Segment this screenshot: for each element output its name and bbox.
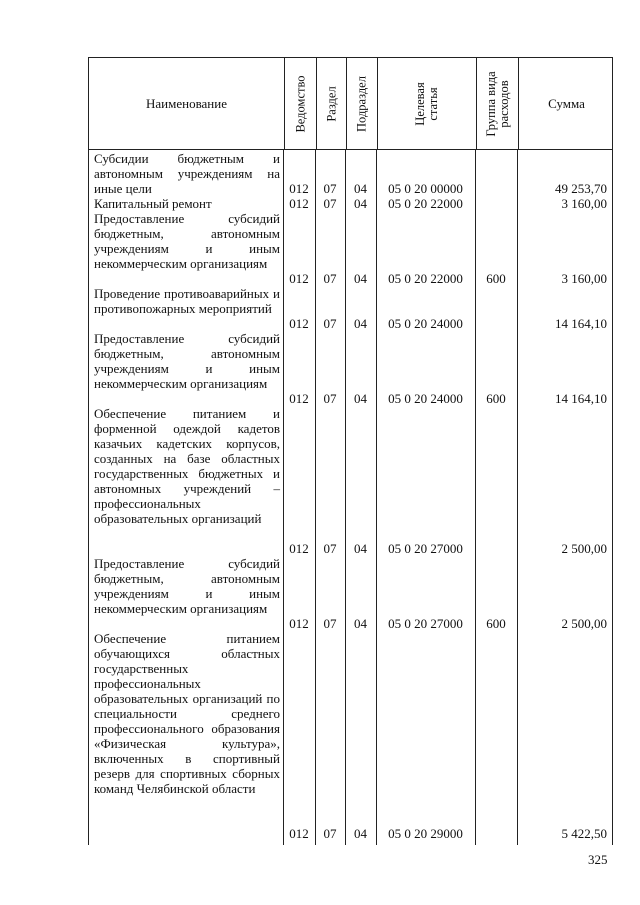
row-summa: 5 422,50 — [561, 826, 607, 841]
header-summa-cell — [518, 58, 614, 149]
table-body — [88, 150, 613, 845]
row-summa: 49 253,70 — [555, 181, 607, 196]
table-header — [88, 57, 613, 150]
row-podrazdel: 04 — [354, 181, 367, 196]
table-row — [88, 196, 613, 211]
table-row — [88, 211, 613, 286]
table-row — [88, 286, 613, 331]
row-name: Предоставление субсидий бюджетным, автономным учреждениям и иным некоммерческим организациям — [94, 556, 280, 616]
row-celevaya: 05 0 20 27000 — [388, 541, 463, 556]
header-razdel-cell — [316, 58, 346, 149]
row-celevaya: 05 0 20 29000 — [388, 826, 463, 841]
header-vedomstvo-cell — [284, 58, 316, 149]
row-razdel: 07 — [323, 616, 337, 631]
header-vedomstvo: Ведомство — [293, 74, 307, 133]
row-celevaya: 05 0 20 22000 — [388, 271, 463, 286]
table-row — [88, 406, 613, 556]
row-podrazdel: 04 — [354, 616, 367, 631]
header-podrazdel-cell — [346, 58, 377, 149]
header-name: Наименование — [146, 96, 227, 111]
page-number: 325 — [588, 852, 608, 867]
row-name: Капитальный ремонт — [94, 196, 212, 211]
row-name: Предоставление субсидий бюджетным, автономным учреждениям и иным некоммерческим организациям — [94, 211, 280, 271]
row-vedomstvo: 012 — [289, 316, 309, 331]
header-summa: Сумма — [548, 96, 585, 111]
row-razdel: 07 — [323, 541, 337, 556]
row-vedomstvo: 012 — [289, 196, 309, 211]
row-name: Обеспечение питанием и форменной одеждой кадетов казачьих кадетских корпусов, созданных на базе областных государственных бюджетных и автономных учреждений – профессиональных образовательных организаций — [94, 406, 280, 526]
header-celevaya — [414, 82, 440, 125]
row-podrazdel: 04 — [354, 271, 367, 286]
header-name-cell — [89, 58, 284, 149]
row-razdel: 07 — [323, 196, 337, 211]
row-podrazdel: 04 — [354, 316, 367, 331]
row-summa: 14 164,10 — [555, 316, 607, 331]
header-gruppa-line-2: расходов — [496, 79, 511, 128]
row-vedomstvo: 012 — [289, 541, 309, 556]
row-summa: 2 500,00 — [561, 616, 607, 631]
row-vedomstvo: 012 — [289, 391, 309, 406]
row-podrazdel: 04 — [354, 826, 367, 841]
header-gruppa-cell — [476, 58, 518, 149]
row-celevaya: 05 0 20 00000 — [388, 181, 463, 196]
header-celevaya-cell — [377, 58, 476, 149]
row-podrazdel: 04 — [354, 196, 367, 211]
row-celevaya: 05 0 20 22000 — [388, 196, 463, 211]
row-celevaya: 05 0 20 24000 — [388, 316, 463, 331]
row-celevaya: 05 0 20 27000 — [388, 616, 463, 631]
row-podrazdel: 04 — [354, 541, 367, 556]
header-podrazdel: Подраздел — [354, 75, 369, 132]
row-name: Проведение противоаварийных и противопожарных мероприятий — [94, 286, 280, 316]
table-row — [88, 151, 613, 196]
row-razdel: 07 — [323, 181, 337, 196]
header-celevaya-line-1: Целевая — [413, 81, 427, 126]
row-celevaya: 05 0 20 24000 — [388, 391, 463, 406]
row-razdel: 07 — [323, 316, 337, 331]
row-summa: 14 164,10 — [555, 391, 607, 406]
row-vedomstvo: 012 — [289, 271, 309, 286]
header-celevaya-line-2: статья — [426, 86, 440, 121]
row-gruppa: 600 — [486, 616, 506, 631]
row-name: Предоставление субсидий бюджетным, автономным учреждениям и иным некоммерческим организациям — [94, 331, 280, 391]
row-razdel: 07 — [323, 391, 337, 406]
row-podrazdel: 04 — [354, 391, 367, 406]
header-gruppa-line-1: Группа вида — [483, 70, 498, 137]
table-row — [88, 556, 613, 631]
budget-table — [88, 57, 613, 845]
row-summa: 3 160,00 — [561, 271, 607, 286]
row-razdel: 07 — [323, 826, 337, 841]
row-summa: 2 500,00 — [561, 541, 607, 556]
row-gruppa: 600 — [486, 391, 506, 406]
row-name: Обеспечение питанием обучающихся областных государственных профессиональных образовательных организаций по специальности среднего профессионального образования «Физическая культура», включенных в спортивный резерв для спортивных сборных команд Челябинской области — [94, 631, 280, 796]
table-row — [88, 631, 613, 841]
row-vedomstvo: 012 — [289, 181, 309, 196]
row-name: Субсидии бюджетным и автономным учреждениям на иные цели — [94, 151, 280, 196]
header-gruppa — [485, 71, 511, 136]
row-vedomstvo: 012 — [289, 826, 309, 841]
row-summa: 3 160,00 — [561, 196, 607, 211]
row-gruppa: 600 — [486, 271, 506, 286]
row-razdel: 07 — [323, 271, 337, 286]
header-razdel: Раздел — [324, 85, 338, 122]
row-vedomstvo: 012 — [289, 616, 309, 631]
table-row — [88, 331, 613, 406]
